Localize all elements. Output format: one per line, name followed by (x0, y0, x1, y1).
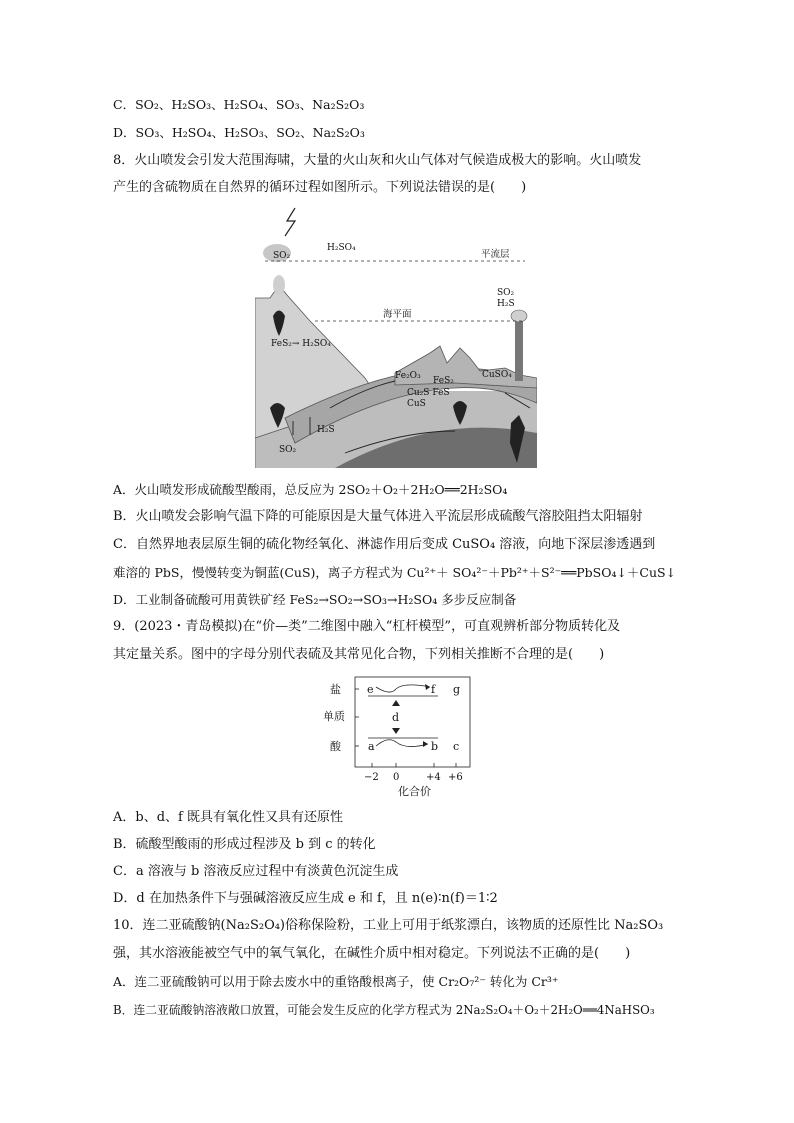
q8-option-b: B．火山喷发会影响气温下降的可能原因是大量气体进入平流层形成硫酸气溶胶阻挡太阳辐射 (113, 509, 643, 524)
point-a: a (368, 740, 375, 753)
q9-option-c: C．a 溶液与 b 溶液反应过程中有淡黄色沉淀生成 (113, 864, 399, 879)
fig-label-cu2s-fes: Cu₂S FeS (407, 388, 450, 398)
x-tick-pos6: +6 (448, 772, 463, 783)
q10-stem-line2: 强，其水溶液能被空气中的氧气氧化，在碱性介质中相对稳定。下列说法不正确的是( ) (113, 946, 631, 961)
point-g: g (453, 683, 461, 696)
fig-label-cus: CuS (407, 399, 426, 409)
point-b: b (431, 740, 439, 753)
x-tick-0: 0 (393, 772, 400, 783)
fig-label-sea-level: 海平面 (383, 309, 412, 320)
q10-option-b: B．连二亚硫酸钠溶液敞口放置，可能会发生反应的化学方程式为 2Na₂S₂O₄＋O₂＋2H₂O══4NaHSO₃ (113, 1003, 655, 1017)
point-d: d (392, 711, 400, 724)
y-label-salt: 盐 (330, 683, 341, 696)
q8-stem-line1: 8．火山喷发会引发大范围海啸，大量的火山灰和火山气体对气候造成极大的影响。火山喷发 (113, 153, 642, 168)
point-e: e (367, 683, 374, 696)
q8-option-a: A．火山喷发形成硫酸型酸雨，总反应为 2SO₂＋O₂＋2H₂O══2H₂SO₄ (113, 482, 508, 497)
q9-option-b: B．硫酸型酸雨的形成过程涉及 b 到 c 的转化 (113, 837, 376, 852)
q9-stem-line1: 9．(2023・青岛模拟)在“价—类”二维图中融入“杠杆模型”，可直观辨析部分物质转化及 (113, 619, 621, 634)
fig-label-h2s-bottom: H₂S (317, 425, 335, 435)
q9-stem-line2: 其定量关系。图中的字母分别代表硫及其常见化合物，下列相关推断不合理的是( ) (113, 647, 605, 662)
x-tick-pos4: +4 (426, 772, 441, 783)
x-tick-neg2: −2 (364, 772, 379, 783)
point-f: f (431, 683, 436, 696)
x-axis-label: 化合价 (398, 785, 431, 798)
q8-option-d: D．工业制备硫酸可用黄铁矿经 FeS₂→SO₂→SO₃→H₂SO₄ 多步反应制备 (113, 592, 517, 607)
fig-label-cuso4: CuSO₄ (482, 370, 512, 380)
option-d-prev: D．SO₃、H₂SO₄、H₂SO₃、SO₂、Na₂S₂O₃ (113, 125, 365, 140)
option-c-prev: C．SO₂、H₂SO₃、H₂SO₄、SO₃、Na₂S₂O₃ (113, 97, 365, 112)
y-label-element: 单质 (323, 710, 345, 723)
fig-label-fes2: FeS₂ (433, 376, 454, 386)
fig-label-so2-bottom: SO₂ (279, 445, 297, 455)
q8-stem-line2: 产生的含硫物质在自然界的循环过程如图所示。下列说法错误的是( ) (113, 180, 527, 195)
fig-label-fe2o3: Fe₂O₃ (395, 371, 421, 381)
fig-label-so2-top: SO₂ (273, 251, 291, 261)
fig-label-stratosphere: 平流层 (481, 249, 510, 260)
fig-label-h2so4: H₂SO₄ (327, 243, 356, 253)
q8-option-c-line2: 难溶的 PbS，慢慢转变为铜蓝(CuS)，离子方程式为 Cu²⁺＋ SO₄²⁻＋Pb²⁺＋S²⁻══PbSO₄↓＋CuS↓ (113, 565, 677, 580)
q9-option-a: A．b、d、f 既具有氧化性又具有还原性 (113, 810, 343, 825)
y-label-acid: 酸 (330, 740, 341, 753)
point-c: c (453, 740, 460, 753)
q9-option-d: D．d 在加热条件下与强碱溶液反应生成 e 和 f，且 n(e)∶n(f)＝1∶2 (113, 891, 498, 906)
q10-stem-line1: 10．连二亚硫酸钠(Na₂S₂O₄)俗称保险粉，工业上可用于纸浆漂白，该物质的还原性比 Na₂SO₃ (113, 918, 664, 933)
fig-label-h2s-right: H₂S (497, 299, 515, 309)
fig-label-fes2-h2so4: FeS₂→ H₂SO₄ (271, 339, 331, 349)
q10-option-a: A．连二亚硫酸钠可以用于除去废水中的重铬酸根离子，使 Cr₂O₇²⁻ 转化为 Cr³⁺ (113, 974, 559, 989)
q8-option-c-line1: C．自然界地表层原生铜的硫化物经氧化、淋滤作用后变成 CuSO₄ 溶液，向地下深层渗透遇到 (113, 537, 656, 552)
valence-class-chart (320, 672, 480, 802)
sulfur-cycle-figure (255, 203, 537, 468)
fig-label-so2-right: SO₂ (497, 288, 515, 298)
